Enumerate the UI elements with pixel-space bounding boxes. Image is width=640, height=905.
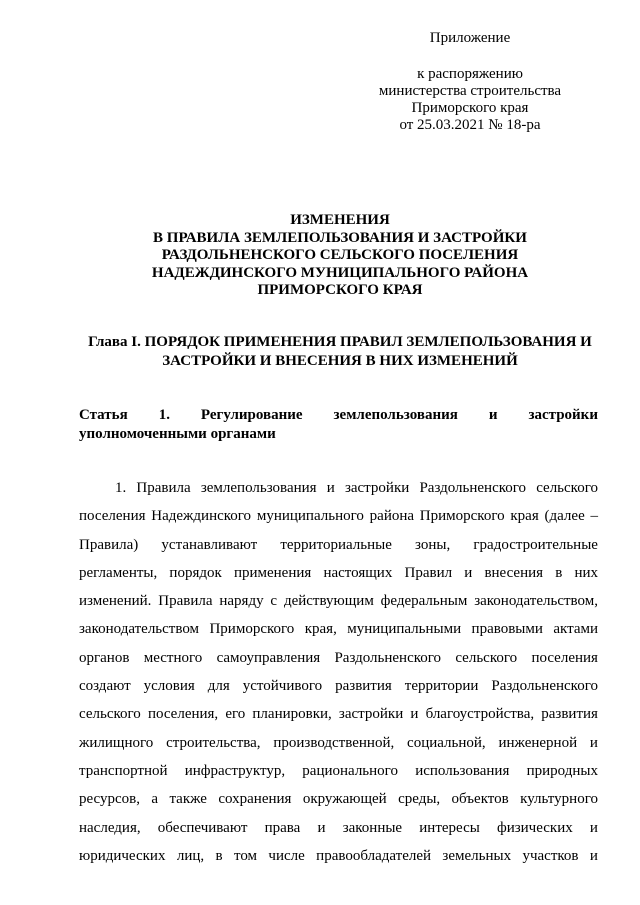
- paragraph-word: актами: [553, 621, 598, 638]
- paragraph-word: устойчивого: [242, 678, 323, 695]
- paragraph-word: застройки: [344, 480, 410, 496]
- chapter-heading: [70, 333, 610, 371]
- paragraph-word: порядок: [169, 564, 222, 581]
- paragraph-word: юридических: [79, 847, 166, 864]
- paragraph-word: развития: [541, 706, 598, 723]
- paragraph-word: законодательством: [79, 621, 200, 638]
- paragraph-line: [79, 814, 598, 842]
- paragraph-line: [79, 474, 598, 502]
- paragraph-word: застройки: [338, 706, 404, 723]
- paragraph-line: [79, 757, 598, 785]
- appendix-line: к распоряжению: [417, 66, 523, 82]
- paragraph-word: применения: [233, 564, 312, 581]
- paragraph-word: условия: [143, 678, 195, 695]
- paragraph-line: [79, 587, 598, 615]
- paragraph-word: района: [369, 508, 415, 525]
- paragraph-word: социальной,: [407, 734, 486, 751]
- paragraph-word: физических: [496, 819, 573, 836]
- paragraph-word: инженерной: [498, 734, 578, 751]
- paragraph-1: [79, 474, 598, 870]
- article-word: Статья: [79, 407, 128, 423]
- paragraph-word: 1.: [115, 480, 127, 496]
- title-line: ПРИМОРСКОГО КРАЯ: [257, 282, 423, 298]
- chapter-line: ЗАСТРОЙКИ И ВНЕСЕНИЯ В НИХ ИЗМЕНЕНИЙ: [162, 353, 518, 369]
- paragraph-word: сохранения: [218, 791, 292, 808]
- paragraph-word: землепользования: [200, 480, 317, 496]
- paragraph-word: Раздольненского: [491, 678, 598, 695]
- paragraph-word: законные: [342, 819, 403, 836]
- paragraph-word: и: [326, 480, 335, 496]
- paragraph-word: благоустройства,: [425, 706, 535, 723]
- paragraph-word: в: [555, 564, 563, 581]
- paragraph-word: действующим: [283, 593, 374, 610]
- paragraph-word: и: [410, 706, 419, 723]
- paragraph-word: Приморского: [419, 508, 505, 525]
- paragraph-word: числе: [268, 847, 305, 864]
- paragraph-word: том: [233, 847, 258, 864]
- paragraph-word: территории: [404, 678, 479, 695]
- paragraph-line: [79, 644, 598, 672]
- appendix-line: Приморского края: [411, 100, 529, 116]
- paragraph-word: лиц,: [176, 847, 205, 864]
- article-heading: [79, 406, 598, 444]
- paragraph-word: Раздольненского: [419, 480, 527, 496]
- article-word: Регулирование: [200, 407, 303, 423]
- paragraph-word: его: [225, 706, 246, 723]
- document-title: [60, 212, 620, 300]
- paragraph-word: среды,: [398, 791, 441, 808]
- paragraph-word: изменений.: [79, 593, 152, 610]
- paragraph-word: муниципальными: [347, 621, 462, 638]
- paragraph-word: Правил: [404, 564, 453, 581]
- paragraph-word: самоуправления: [216, 649, 321, 666]
- paragraph-word: сельского: [455, 649, 518, 666]
- paragraph-word: и: [589, 734, 598, 751]
- paragraph-line: [79, 615, 598, 643]
- paragraph-word: поселения: [531, 649, 598, 666]
- paragraph-word: объектов: [451, 791, 509, 808]
- paragraph-word: инфраструктур,: [184, 762, 286, 779]
- paragraph-word: развития: [335, 678, 392, 695]
- paragraph-word: интересы: [419, 819, 480, 836]
- paragraph-word: в: [215, 847, 223, 864]
- article-word: 1.: [158, 407, 170, 423]
- paragraph-line: [79, 842, 598, 870]
- title-line: В ПРАВИЛА ЗЕМЛЕПОЛЬЗОВАНИЯ И ЗАСТРОЙКИ: [153, 229, 527, 246]
- title-line: НАДЕЖДИНСКОГО МУНИЦИПАЛЬНОГО РАЙОНА: [151, 264, 529, 281]
- article-heading-line: уполномоченными органами: [79, 426, 276, 442]
- title-line: ИЗМЕНЕНИЯ: [290, 212, 390, 228]
- appendix-line: министерства строительства: [378, 83, 562, 99]
- paragraph-word: права: [264, 819, 301, 836]
- paragraph-word: территориальные: [280, 536, 392, 553]
- paragraph-line: [79, 531, 598, 559]
- paragraph-word: Надеждинского: [151, 508, 252, 525]
- paragraph-word: (далее: [544, 508, 585, 525]
- paragraph-word: устанавливают: [161, 536, 258, 553]
- paragraph-word: них: [574, 564, 598, 581]
- paragraph-word: правообладателей: [316, 847, 432, 864]
- paragraph-word: поселения,: [147, 706, 219, 723]
- paragraph-word: обеспечивают: [157, 819, 248, 836]
- paragraph-word: внесения: [484, 564, 544, 581]
- paragraph-line: [79, 700, 598, 728]
- paragraph-word: местного: [143, 649, 203, 666]
- paragraph-word: поселения: [79, 508, 146, 525]
- paragraph-word: создают: [79, 678, 131, 695]
- paragraph-word: наряду: [219, 593, 264, 610]
- paragraph-word: Правила: [136, 480, 191, 496]
- paragraph-word: планировки,: [252, 706, 332, 723]
- paragraph-word: Раздольненского: [334, 649, 442, 666]
- paragraph-word: муниципального: [256, 508, 364, 525]
- paragraph-word: органов: [79, 649, 130, 666]
- paragraph-word: края,: [304, 621, 337, 638]
- paragraph-word: участков: [522, 847, 579, 864]
- paragraph-word: правовыми: [471, 621, 543, 638]
- appendix-spacer: [345, 47, 595, 66]
- article-word: и: [488, 407, 498, 423]
- paragraph-word: а: [151, 791, 159, 808]
- paragraph-word: жилищного: [79, 734, 154, 751]
- article-heading-line: [79, 406, 598, 425]
- paragraph-line: [79, 559, 598, 587]
- paragraph-word: –: [590, 508, 598, 525]
- paragraph-word: производственной,: [273, 734, 395, 751]
- paragraph-word: транспортной: [79, 762, 168, 779]
- paragraph-word: градостроительные: [473, 536, 598, 553]
- paragraph-word: настоящих: [323, 564, 393, 581]
- paragraph-word: природных: [526, 762, 598, 779]
- appendix-header: [345, 30, 595, 134]
- paragraph-word: и: [317, 819, 326, 836]
- paragraph-line: [79, 502, 598, 530]
- paragraph-word: Правила: [158, 593, 213, 610]
- paragraph-word: сельского: [79, 706, 141, 723]
- paragraph-word: культурного: [520, 791, 598, 808]
- article-word: застройки: [528, 407, 598, 423]
- paragraph-line: [79, 785, 598, 813]
- article-word: землепользования: [333, 407, 458, 423]
- paragraph-word: края: [510, 508, 539, 525]
- paragraph-word: земельных: [442, 847, 512, 864]
- paragraph-word: регламенты,: [79, 564, 158, 581]
- paragraph-word: федеральным: [380, 593, 468, 610]
- title-line: РАЗДОЛЬНЕНСКОГО СЕЛЬСКОГО ПОСЕЛЕНИЯ: [161, 247, 519, 263]
- paragraph-word: также: [169, 791, 207, 808]
- paragraph-word: законодательством,: [474, 593, 598, 610]
- paragraph-word: использования: [415, 762, 510, 779]
- paragraph-word: ресурсов,: [79, 791, 140, 808]
- paragraph-word: и: [589, 819, 598, 836]
- appendix-line: от 25.03.2021 № 18-ра: [399, 117, 541, 133]
- paragraph-word: Приморского: [209, 621, 295, 638]
- chapter-line: Глава I. ПОРЯДОК ПРИМЕНЕНИЯ ПРАВИЛ ЗЕМЛЕПОЛЬЗОВАНИЯ И: [88, 334, 592, 350]
- appendix-label: Приложение: [429, 30, 511, 46]
- paragraph-word: и: [589, 847, 598, 864]
- paragraph-word: с: [270, 593, 278, 610]
- paragraph-word: сельского: [536, 480, 598, 496]
- paragraph-line: [79, 729, 598, 757]
- paragraph-word: зоны,: [415, 536, 451, 553]
- paragraph-word: Правила): [79, 536, 139, 553]
- paragraph-word: окружающей: [302, 791, 387, 808]
- paragraph-word: и: [464, 564, 473, 581]
- paragraph-word: рационального: [302, 762, 398, 779]
- paragraph-word: строительства,: [166, 734, 261, 751]
- paragraph-line: [79, 672, 598, 700]
- paragraph-word: для: [207, 678, 230, 695]
- paragraph-word: наследия,: [79, 819, 141, 836]
